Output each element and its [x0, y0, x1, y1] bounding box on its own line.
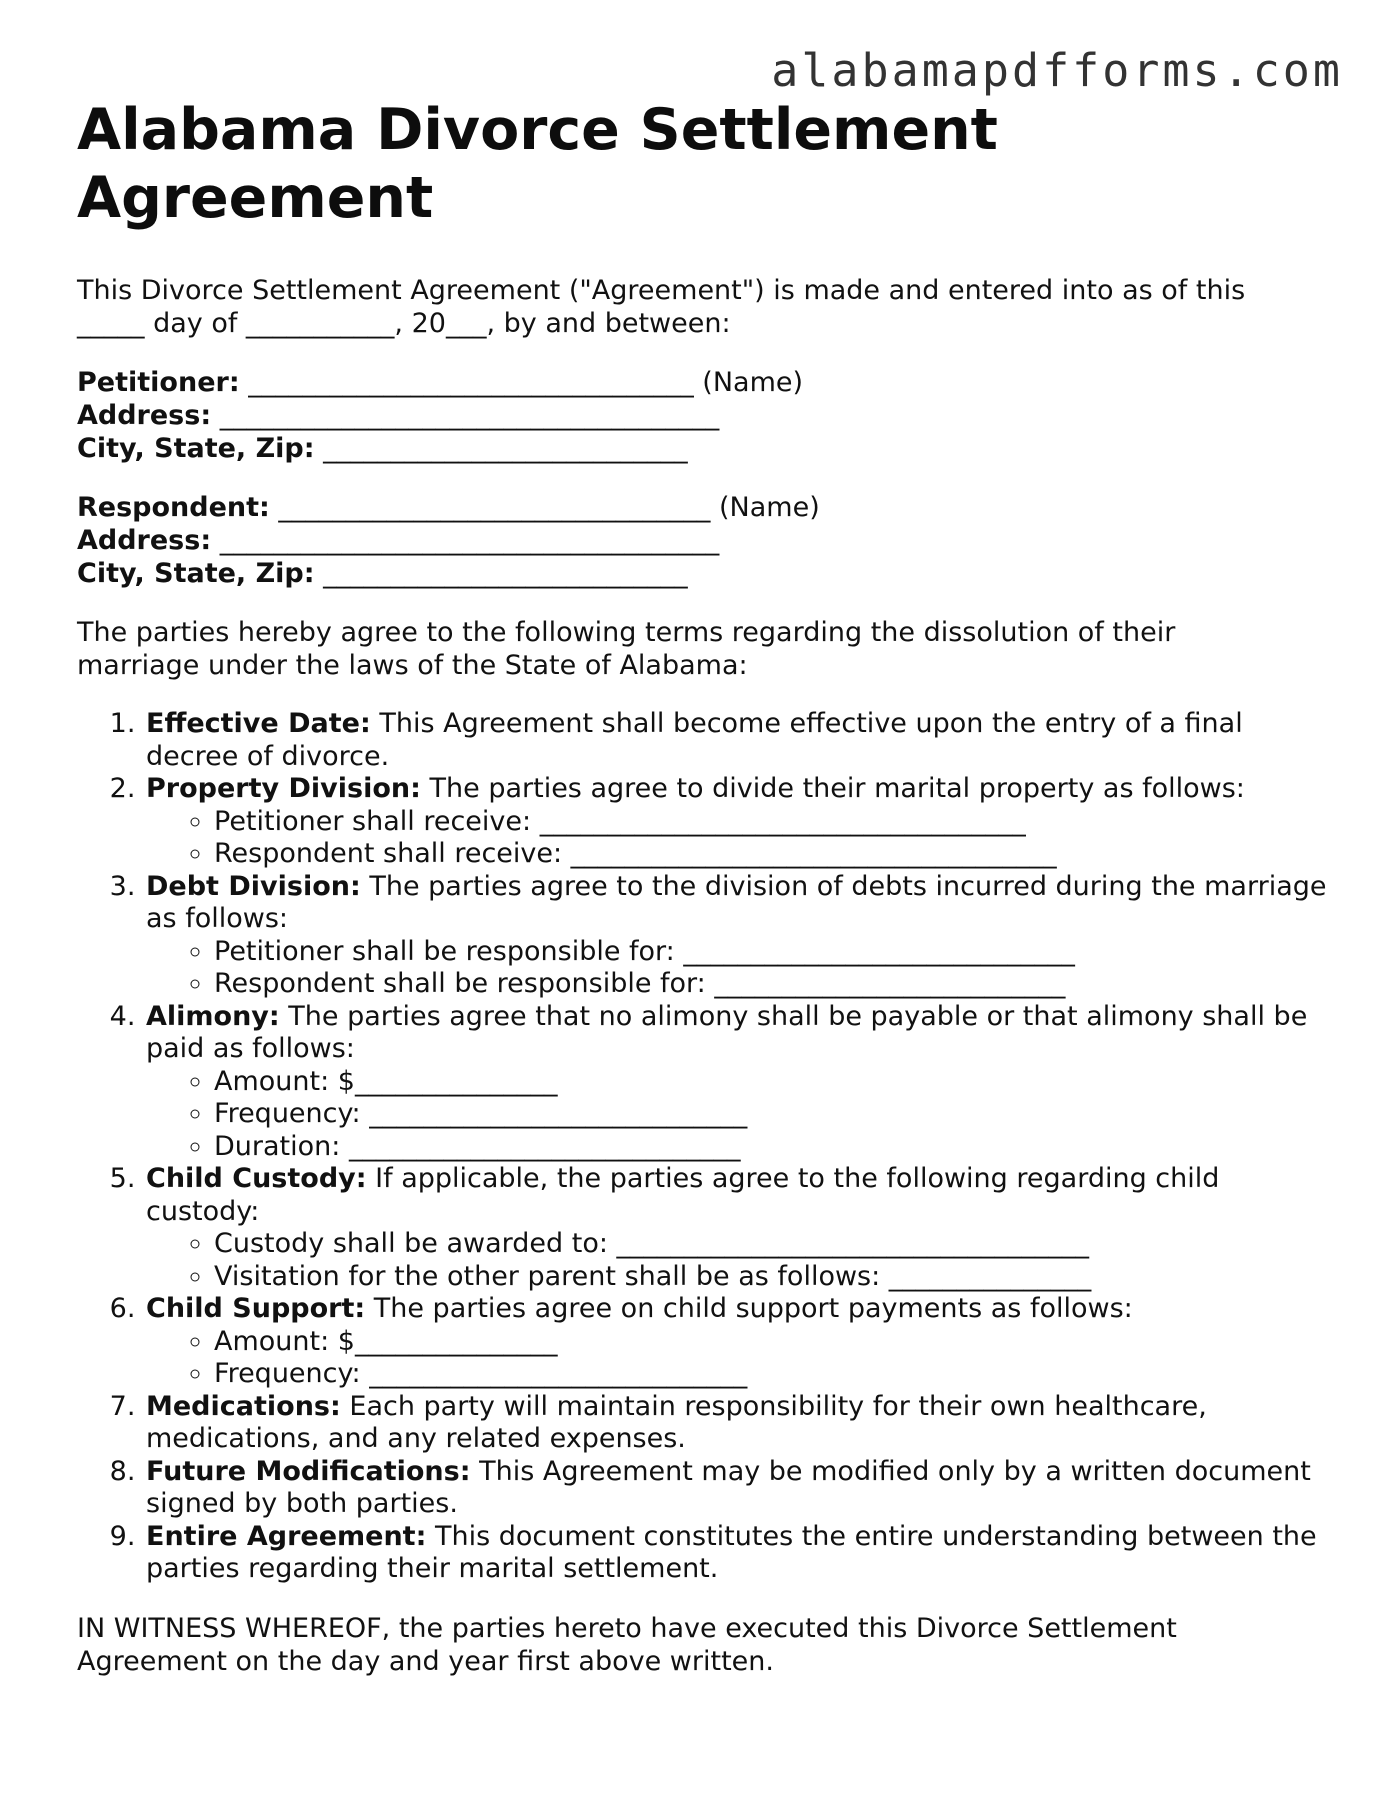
term-title: Property Division:: [146, 773, 421, 804]
term-title: Future Modifications:: [146, 1455, 471, 1487]
intro-paragraph: This Divorce Settlement Agreement ("Agreement") is made and entered into as of this _____ day of ___________, 20___, by and between:: [77, 275, 1246, 339]
petitioner-block: [77, 366, 1327, 465]
term-text: This Agreement shall become effective upon the entry of a final decree of divorce.: [146, 708, 1243, 772]
term-title: Entire Agreement:: [146, 1520, 427, 1552]
term-text: Each party will maintain responsibility for their own healthcare, medications, and any related expenses.: [146, 1390, 1207, 1454]
term-item: [144, 1163, 1327, 1293]
petitioner-city-label: City, State, Zip:: [77, 433, 315, 464]
document-page: [77, 96, 1327, 1678]
term-subitem: ◦ Petitioner shall be responsible for: _____________________________: [214, 936, 1327, 969]
petitioner-address-field: _____________________________________: [211, 400, 720, 431]
term-subitem: ◦ Respondent shall be responsible for: __________________________: [214, 968, 1327, 1001]
term-text: The parties agree to divide their marital property as follows:: [420, 773, 1245, 804]
term-subitems: [146, 806, 1327, 871]
petitioner-name-line: [77, 366, 1327, 399]
term-text: The parties agree on child support payments as follows:: [365, 1293, 1133, 1324]
petitioner-city-field: ___________________________: [314, 433, 688, 464]
site-watermark: alabamapdfforms.com: [771, 44, 1343, 97]
term-text: The parties agree that no alimony shall be payable or that alimony shall be paid as follows:: [146, 1000, 1308, 1064]
term-title: Medications:: [146, 1390, 341, 1422]
term-subitem: ◦ Custody shall be awarded to: ___________________________________: [214, 1228, 1327, 1261]
respondent-city-field: ___________________________: [314, 558, 688, 589]
term-item: [144, 1001, 1327, 1164]
petitioner-address-line: [77, 399, 1327, 432]
term-item: [144, 708, 1327, 773]
terms-list: [77, 708, 1327, 1586]
term-title: Child Custody:: [146, 1163, 367, 1194]
witness-paragraph: IN WITNESS WHEREOF, the parties hereto have executed this Divorce Settlement Agreement on the day and year first above written.: [77, 1612, 1177, 1677]
petitioner-city-line: [77, 432, 1327, 465]
term-subitem: ◦ Frequency: ____________________________: [214, 1098, 1327, 1131]
term-title: Effective Date:: [146, 708, 371, 739]
term-subitem: ◦ Amount: $_______________: [214, 1326, 1327, 1359]
term-subitem: ◦ Frequency: ____________________________: [214, 1358, 1327, 1391]
term-title: Alimony:: [146, 1000, 280, 1032]
term-item: [144, 773, 1327, 871]
respondent-address-line: [77, 524, 1327, 557]
term-subitem: ◦ Amount: $_______________: [214, 1066, 1327, 1099]
respondent-address-field: _____________________________________: [211, 525, 720, 556]
respondent-city-label: City, State, Zip:: [77, 558, 315, 589]
petitioner-label: Petitioner:: [77, 367, 240, 398]
respondent-name-line: [77, 491, 1327, 524]
term-item: [144, 871, 1327, 1001]
term-item: [144, 1521, 1327, 1586]
term-text: The parties agree to the division of debts incurred during the marriage as follows:: [146, 870, 1327, 934]
term-item: [144, 1456, 1327, 1521]
term-subitems: [146, 936, 1327, 1001]
petitioner-name-field: _________________________________ (Name): [239, 367, 804, 398]
term-text: This Agreement may be modified only by a written document signed by both parties.: [146, 1455, 1311, 1519]
term-title: Debt Division:: [146, 870, 361, 902]
respondent-block: [77, 491, 1327, 590]
petitioner-address-label: Address:: [77, 400, 212, 431]
term-subitem: ◦ Visitation for the other parent shall be as follows: _______________: [214, 1261, 1327, 1294]
terms-intro: The parties hereby agree to the following terms regarding the dissolution of their marriage under the laws of the State of Alabama:: [77, 617, 1176, 681]
term-item: [144, 1391, 1327, 1456]
term-item: [144, 1293, 1327, 1391]
respondent-address-label: Address:: [77, 525, 212, 556]
respondent-city-line: [77, 557, 1327, 590]
term-title: Child Support:: [146, 1293, 366, 1324]
term-subitems: [146, 1228, 1327, 1293]
term-subitem: ◦ Petitioner shall receive: ____________________________________: [214, 806, 1327, 839]
respondent-label: Respondent:: [77, 492, 270, 523]
term-subitem: ◦ Respondent shall receive: ____________________________________: [214, 838, 1327, 871]
document-title: Alabama Divorce Settlement Agreement: [77, 97, 998, 231]
term-text: This document constitutes the entire understanding between the parties regarding their marital settlement.: [146, 1520, 1317, 1584]
term-subitem: ◦ Duration: _____________________________: [214, 1131, 1327, 1164]
respondent-name-field: ________________________________ (Name): [269, 492, 820, 523]
term-subitems: [146, 1066, 1327, 1164]
term-text: If applicable, the parties agree to the following regarding child custody:: [146, 1163, 1220, 1227]
term-subitems: [146, 1326, 1327, 1391]
